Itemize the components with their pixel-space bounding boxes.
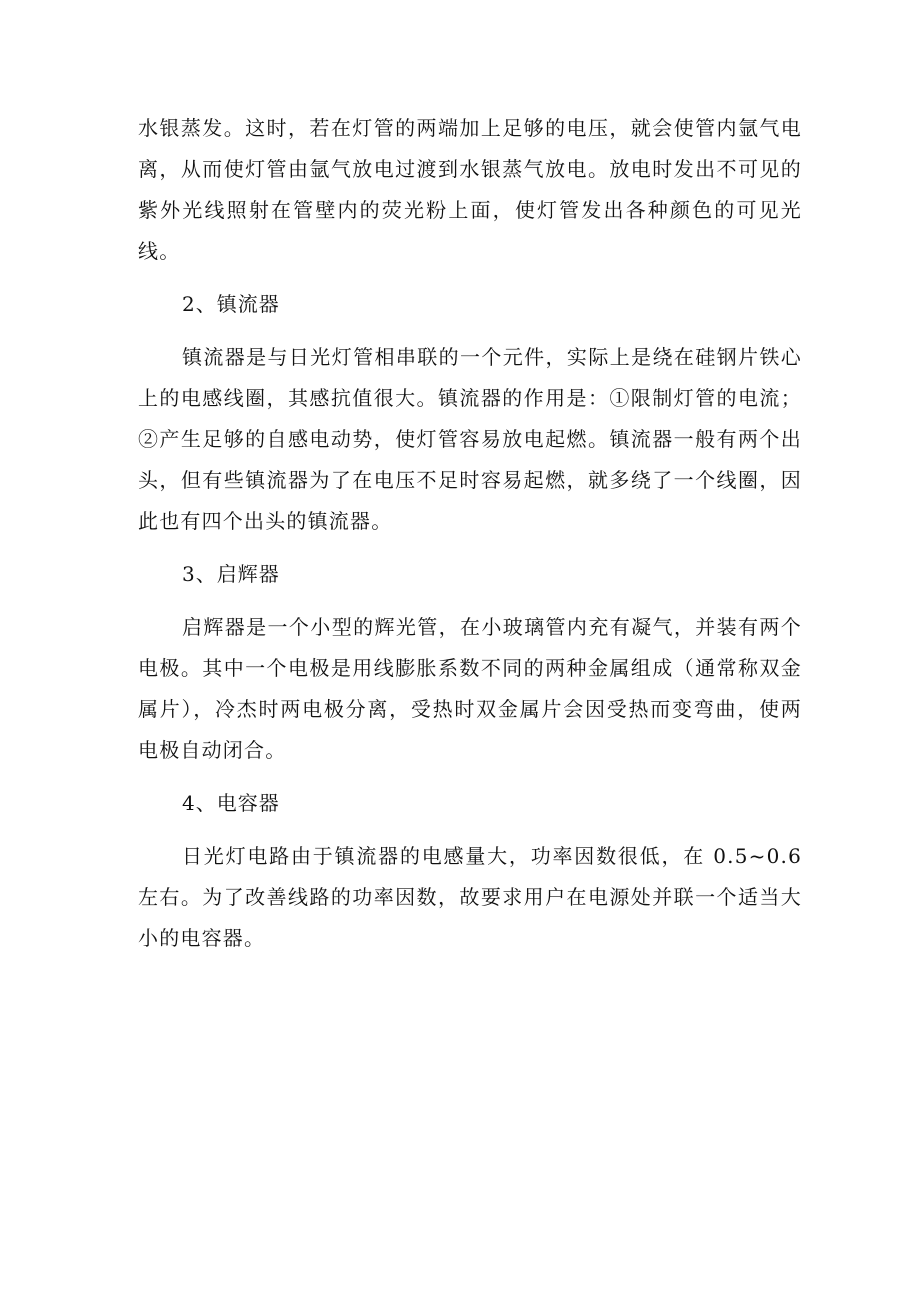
paragraph-starter: 启辉器是一个小型的辉光管，在小玻璃管内充有凝气，并装有两个电极。其中一个电极是用线膨胀系数不同的两种金属组成（通常称双金属片），冷杰时两电极分离，受热时双金属片会因受热而变弯曲，使两电极自动闭合。 <box>138 615 802 762</box>
spacer <box>138 542 802 554</box>
spacer <box>138 325 802 337</box>
section-heading-starter: 3、启辉器 <box>182 562 280 586</box>
spacer <box>138 771 802 783</box>
spacer <box>138 824 802 836</box>
paragraph-capacitor: 日光灯电路由于镇流器的电感量大，功率因数很低，在 0.5~0.6 左右。为了改善线路的功率因数，故要求用户在电源处并联一个适当大小的电容器。 <box>138 844 802 950</box>
section-heading-capacitor: 4、电容器 <box>182 791 280 815</box>
spacer <box>138 595 802 607</box>
section-heading-ballast: 2、镇流器 <box>182 292 280 316</box>
spacer <box>138 272 802 284</box>
paragraph-mercury-discharge: 水银蒸发。这时，若在灯管的两端加上足够的电压，就会使管内氩气电离，从而使灯管由氩气放电过渡到水银蒸气放电。放电时发出不可见的紫外光线照射在管壁内的荧光粉上面，使灯管发出各种颜色的可见光线。 <box>138 116 802 263</box>
paragraph-ballast: 镇流器是与日光灯管相串联的一个元件，实际上是绕在硅钢片铁心上的电感线圈，其感抗值很大。镇流器的作用是：①限制灯管的电流；②产生足够的自感电动势，使灯管容易放电起燃。镇流器一般有两个出头，但有些镇流器为了在电压不足时容易起燃，就多绕了一个线圈，因此也有四个出头的镇流器。 <box>138 345 802 533</box>
document-body <box>138 108 802 959</box>
